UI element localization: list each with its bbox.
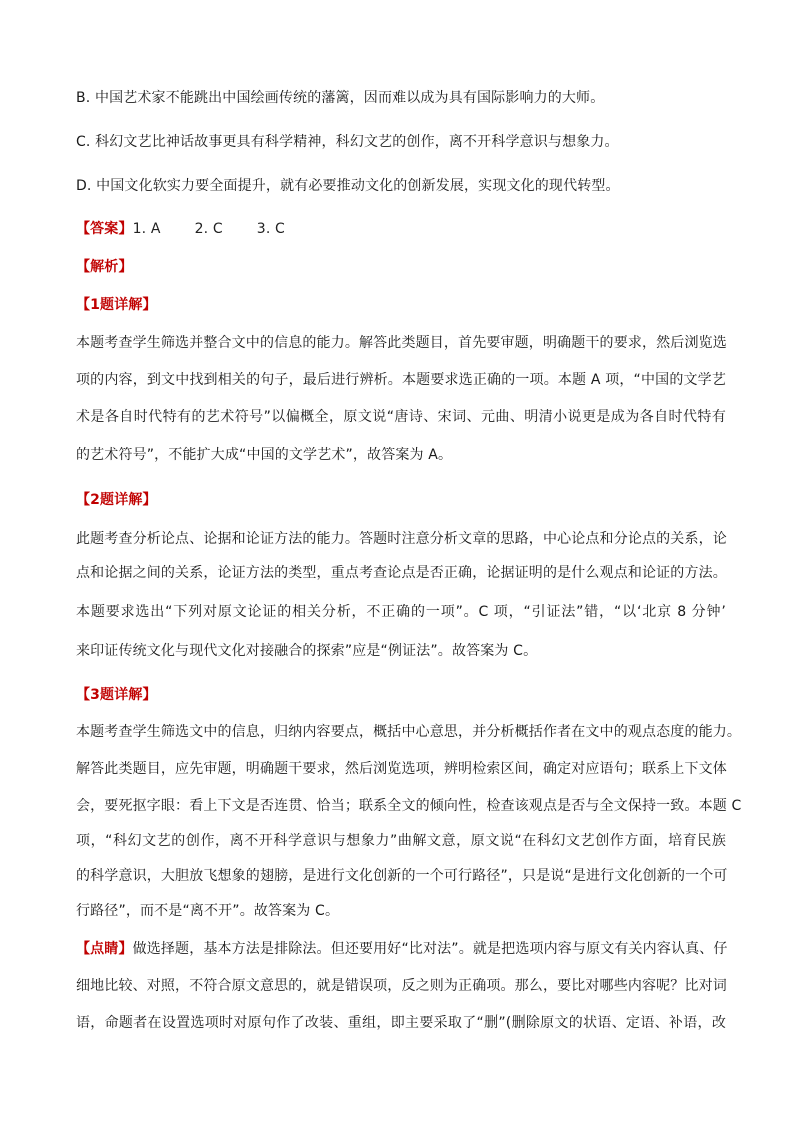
q1-line: 项的内容，到文中找到相关的句子，最后进行辨析。本题要求选正确的一项。本题 A 项，“中国的文学艺 [76, 372, 726, 388]
q1-line: 的艺术符号”，不能扩大成“中国的文学艺术”，故答案为 A。 [76, 447, 453, 463]
q1-line: 本题考查学生筛选并整合文中的信息的能力。解答此类题目，首先要审题，明确题干的要求，然后浏览选 [76, 335, 727, 351]
q3-tag: 【3题详解】 [76, 687, 157, 703]
tip-line: 语，命题者在设置选项时对原句作了改装、重组，即主要采取了“删”(删除原文的状语、定语、补语，改 [76, 1015, 726, 1031]
q2-line: 点和论据之间的关系，论证方法的类型，重点考查论点是否正确，论据证明的是什么观点和论证的方法。 [76, 565, 727, 581]
tip-text: 做选择题，基本方法是排除法。但还要用好“比对法”。就是把选项内容与原文有关内容认真、仔 [132, 941, 728, 957]
q2-line: 来印证传统文化与现代文化对接融合的探索”应是“例证法”。故答案为 C。 [76, 643, 538, 659]
option-d: D. 中国文化软实力要全面提升，就有必要推动文化的创新发展，实现文化的现代转型。 [76, 178, 620, 194]
answer-tag: 【答案】 [76, 221, 133, 237]
answer-2: 2. C [194, 221, 223, 237]
q2-line: 此题考查分析论点、论据和论证方法的能力。答题时注意分析文章的思路，中心论点和分论点的关系，论 [76, 531, 727, 547]
answer-1: 1. A [132, 221, 161, 237]
answer-line [76, 219, 726, 239]
q3-line: 解答此类题目，应先审题，明确题干要求，然后浏览选项，辨明检索区间，确定对应语句；联系上下文体 [76, 761, 727, 777]
option-b: B. 中国艺术家不能跳出中国绘画传统的藩篱，因而难以成为具有国际影响力的大师。 [76, 90, 605, 106]
option-c: C. 科幻文艺比神话故事更具有科学精神，科幻文艺的创作，离不开科学意识与想象力。 [76, 134, 619, 150]
q1-tag: 【1题详解】 [76, 297, 157, 313]
q3-line: 会，要死抠字眼：看上下文是否连贯、恰当；联系全文的倾向性，检查该观点是否与全文保持一致。本题 C [76, 798, 742, 814]
tip-line: 细地比较、对照，不符合原文意思的，就是错误项，反之则为正确项。那么，要比对哪些内容呢？比对词 [76, 978, 727, 994]
q3-line: 行路径”，而不是“离不开”。故答案为 C。 [76, 903, 340, 919]
q2-line: 本题要求选出“下列对原文论证的相关分析，不正确的一项”。C 项，“引证法”错，“以‘北京 8 分钟’ [76, 604, 726, 620]
analysis-tag: 【解析】 [76, 259, 133, 275]
answer-3: 3. C [256, 221, 285, 237]
q3-line: 的科学意识，大胆放飞想象的翅膀，是进行文化创新的一个可行路径”，只是说“是进行文化创新的一个可 [76, 868, 728, 884]
q3-line: 项，“科幻文艺的创作，离不开科学意识与想象力”曲解文意，原文说“在科幻文艺创作方面，培育民族 [76, 833, 726, 849]
q2-tag: 【2题详解】 [76, 492, 157, 508]
tip-tag: 【点睛】 [76, 941, 133, 957]
q1-line: 术是各自时代特有的艺术符号”以偏概全，原文说“唐诗、宋词、元曲、明清小说更是成为各自时代特有 [76, 409, 726, 425]
tip-line-first [76, 939, 726, 959]
q3-line: 本题考查学生筛选文中的信息，归纳内容要点，概括中心意思，并分析概括作者在文中的观点态度的能力。 [76, 724, 742, 740]
